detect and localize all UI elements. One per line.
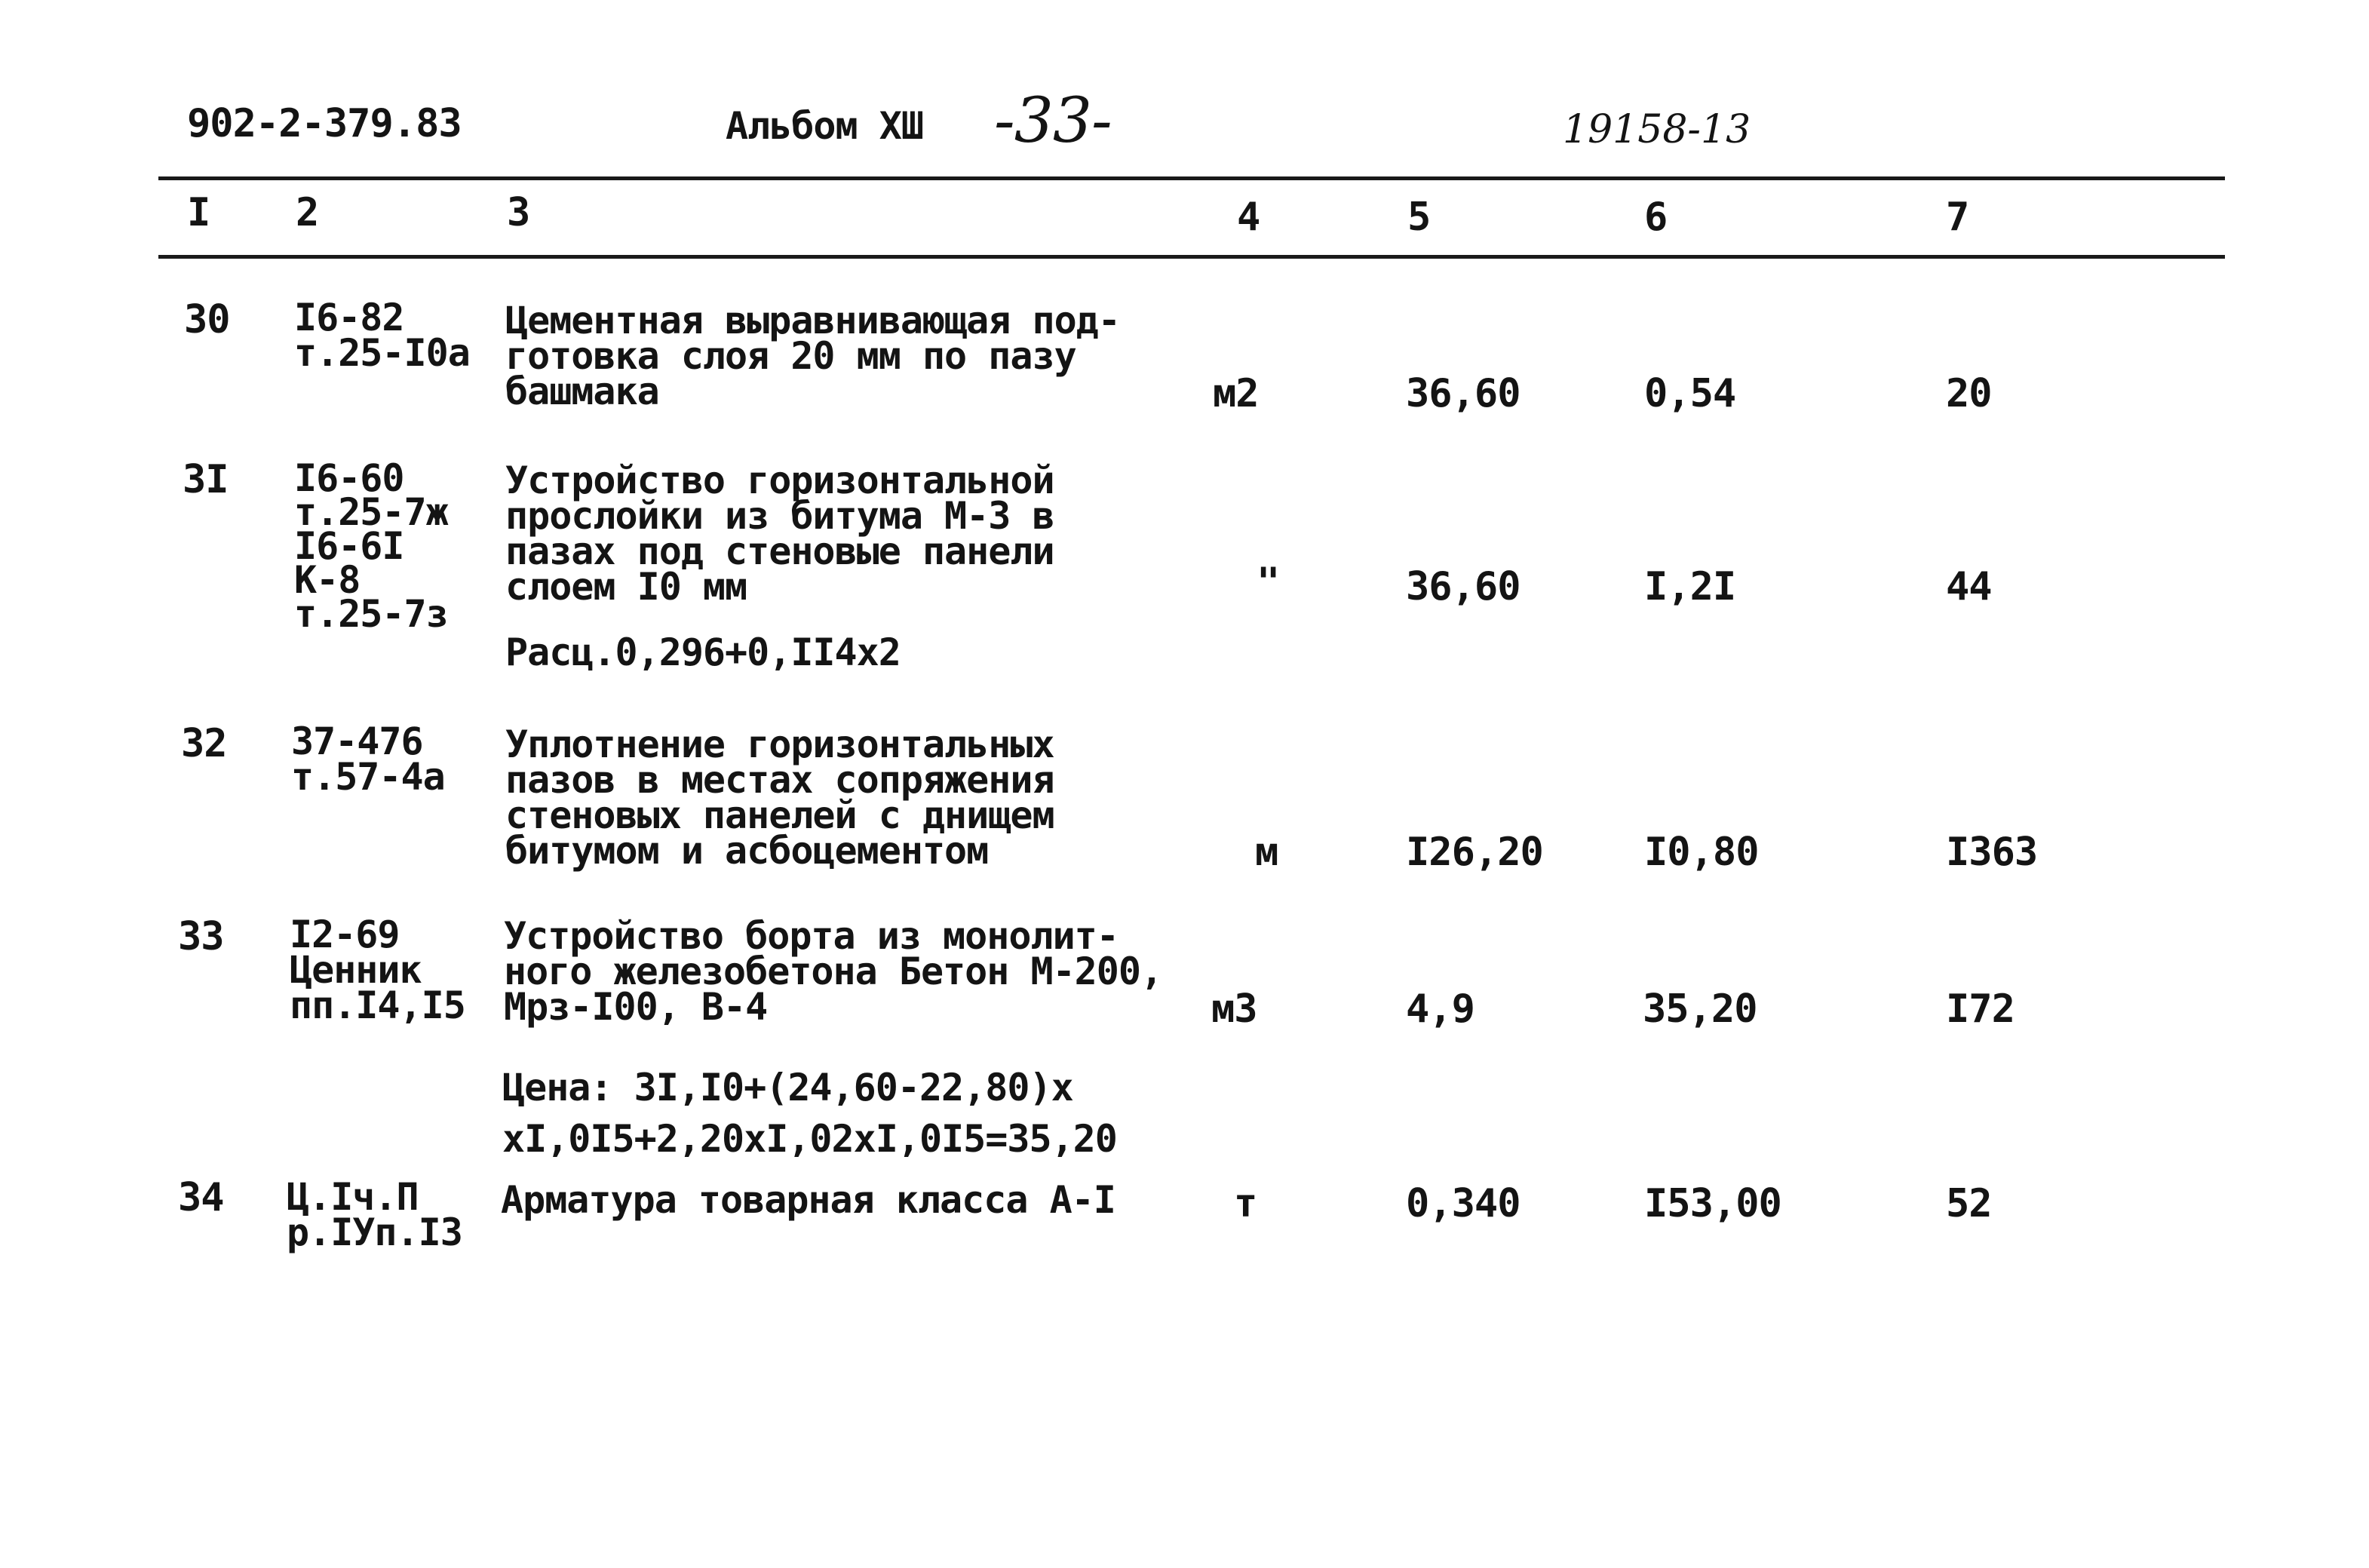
column-number-7: 7 (1946, 195, 1970, 240)
row-price: 0,54 (1644, 371, 1736, 416)
album-title: Альбом XШ (726, 104, 923, 148)
row-unit: м3 (1211, 987, 1257, 1032)
row-number: 3I (183, 457, 229, 502)
row-code: Ц.Iч.П р.IУп.I3 (287, 1175, 462, 1254)
row-unit: м2 (1213, 371, 1259, 416)
row-quantity: 4,9 (1406, 987, 1474, 1032)
row-unit: т (1234, 1181, 1257, 1226)
row-code: I6-82 т.25-I0a (294, 296, 470, 375)
row-total: I72 (1946, 987, 2015, 1032)
row-description: Устройство борта из монолит- ного железобетона Бетон М-200, Мрз-I00, В-4 (504, 914, 1163, 1029)
row-description: Цементная выравнивающая под- готовка слоя 20 мм по пазу башмака (505, 299, 1120, 413)
row-number: 30 (184, 297, 230, 342)
column-number-3: 3 (507, 190, 531, 235)
row-price: I0,80 (1644, 830, 1759, 875)
column-header-rule (158, 255, 2225, 259)
row-unit: м (1255, 830, 1278, 875)
row-description: Арматура товарная класса А-I (501, 1178, 1115, 1222)
row-code: I2-69 Ценник пп.I4,I5 (290, 913, 465, 1027)
row-quantity: 0,340 (1406, 1181, 1521, 1226)
column-number-1: I (187, 190, 211, 235)
row-total: 44 (1946, 564, 1992, 609)
row-number: 34 (178, 1175, 224, 1220)
row-quantity: I26,20 (1406, 830, 1543, 875)
row-total: 20 (1946, 371, 1992, 416)
row-price: 35,20 (1643, 987, 1757, 1032)
row-unit: " (1257, 560, 1280, 605)
row-quantity: 36,60 (1406, 564, 1521, 609)
column-number-2: 2 (296, 190, 320, 235)
document-code: 902-2-379.83 (187, 101, 462, 146)
row-description: Уплотнение горизонтальных пазов в местах сопряжения стеновых панелей с днищем битумом и асбоцементом (505, 723, 1054, 873)
row-quantity: 36,60 (1406, 371, 1521, 416)
page-number: -33- (994, 85, 1112, 157)
row-number: 33 (178, 914, 224, 959)
row-price: I53,00 (1644, 1181, 1781, 1226)
row-number: 32 (181, 721, 227, 766)
row-price: I,2I (1644, 564, 1736, 609)
row-code: I6-60 т.25-7ж I6-6I К-8 т.25-7з (294, 456, 448, 636)
column-number-5: 5 (1407, 195, 1432, 240)
row-code: 37-476 т.57-4а (291, 720, 445, 799)
row-total: 52 (1946, 1181, 1992, 1226)
row-total: I363 (1946, 830, 2038, 875)
row-note: Цена: 3I,I0+(24,60-22,80)x xI,0I5+2,20xI,02xI,0I5=35,20 (502, 1066, 1117, 1161)
row-description: Устройство горизонтальной прослойки из битума М-3 в пазах под стеновые панели слоем I0 мм (505, 459, 1054, 609)
handwritten-code: 19158-13 (1563, 107, 1751, 152)
row-note: Расц.0,296+0,II4x2 (505, 631, 901, 674)
top-rule (158, 176, 2225, 180)
column-number-4: 4 (1237, 195, 1261, 240)
column-number-6: 6 (1644, 195, 1668, 240)
